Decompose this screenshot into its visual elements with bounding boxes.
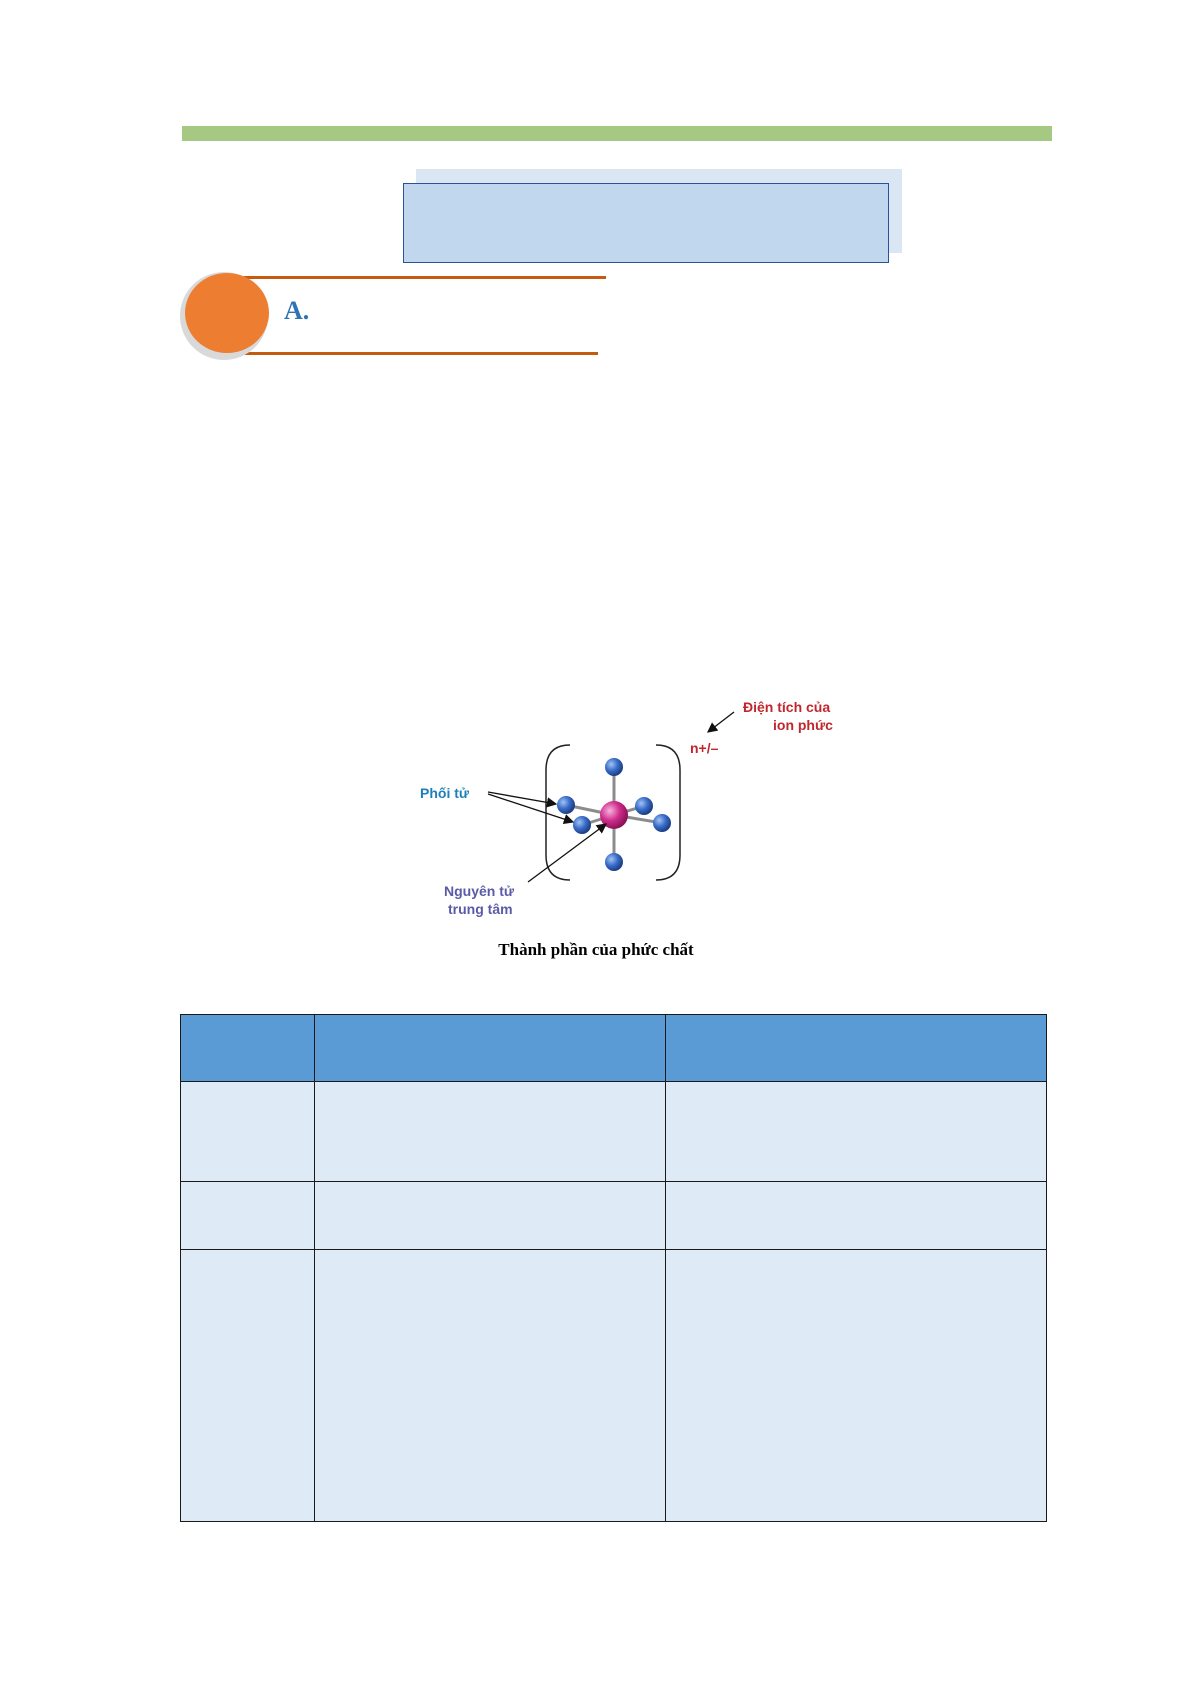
table-cell: [315, 1182, 666, 1250]
title-box: [403, 183, 889, 263]
central-atom-label-line2: trung tâm: [448, 901, 513, 917]
charge-label-line2: ion phức: [773, 717, 833, 733]
section-line-top: [244, 276, 606, 279]
charge-label-line1: Điện tích của: [743, 699, 831, 715]
charge-arrow: [708, 712, 734, 732]
right-bracket: [656, 745, 680, 880]
top-decor-bar: [182, 126, 1052, 141]
ligand-atom-bottom: [605, 853, 623, 871]
ligand-atom-front-left: [573, 816, 591, 834]
complex-structure-figure: [410, 690, 870, 930]
ligand-atom-top: [605, 758, 623, 776]
central-atom-label-line1: Nguyên tử: [444, 883, 515, 899]
ligand-atom-left: [557, 796, 575, 814]
table-row: [181, 1250, 1047, 1522]
section-circle-icon: [185, 273, 269, 353]
figure-caption: Thành phần của phức chất: [498, 940, 694, 959]
table-header-cell: [315, 1015, 666, 1082]
table-header-cell: [666, 1015, 1047, 1082]
table-cell: [181, 1182, 315, 1250]
table-header-cell: [181, 1015, 315, 1082]
table-row: [181, 1182, 1047, 1250]
table-row: [181, 1082, 1047, 1182]
table-header-row: [181, 1015, 1047, 1082]
table-cell: [666, 1250, 1047, 1522]
central-arrow: [528, 824, 606, 882]
content-table: [180, 1014, 1047, 1522]
ligand-atom-back-right: [635, 797, 653, 815]
charge-symbol: n+/–: [690, 740, 719, 756]
table-cell: [666, 1082, 1047, 1182]
ligand-atom-right: [653, 814, 671, 832]
table-cell: [666, 1182, 1047, 1250]
table-cell: [315, 1082, 666, 1182]
section-heading-letter: A.: [284, 296, 310, 325]
table-cell: [181, 1082, 315, 1182]
table-cell: [315, 1250, 666, 1522]
ligand-label: Phối tử: [420, 785, 470, 801]
table-cell: [181, 1250, 315, 1522]
section-line-bottom: [244, 352, 598, 355]
